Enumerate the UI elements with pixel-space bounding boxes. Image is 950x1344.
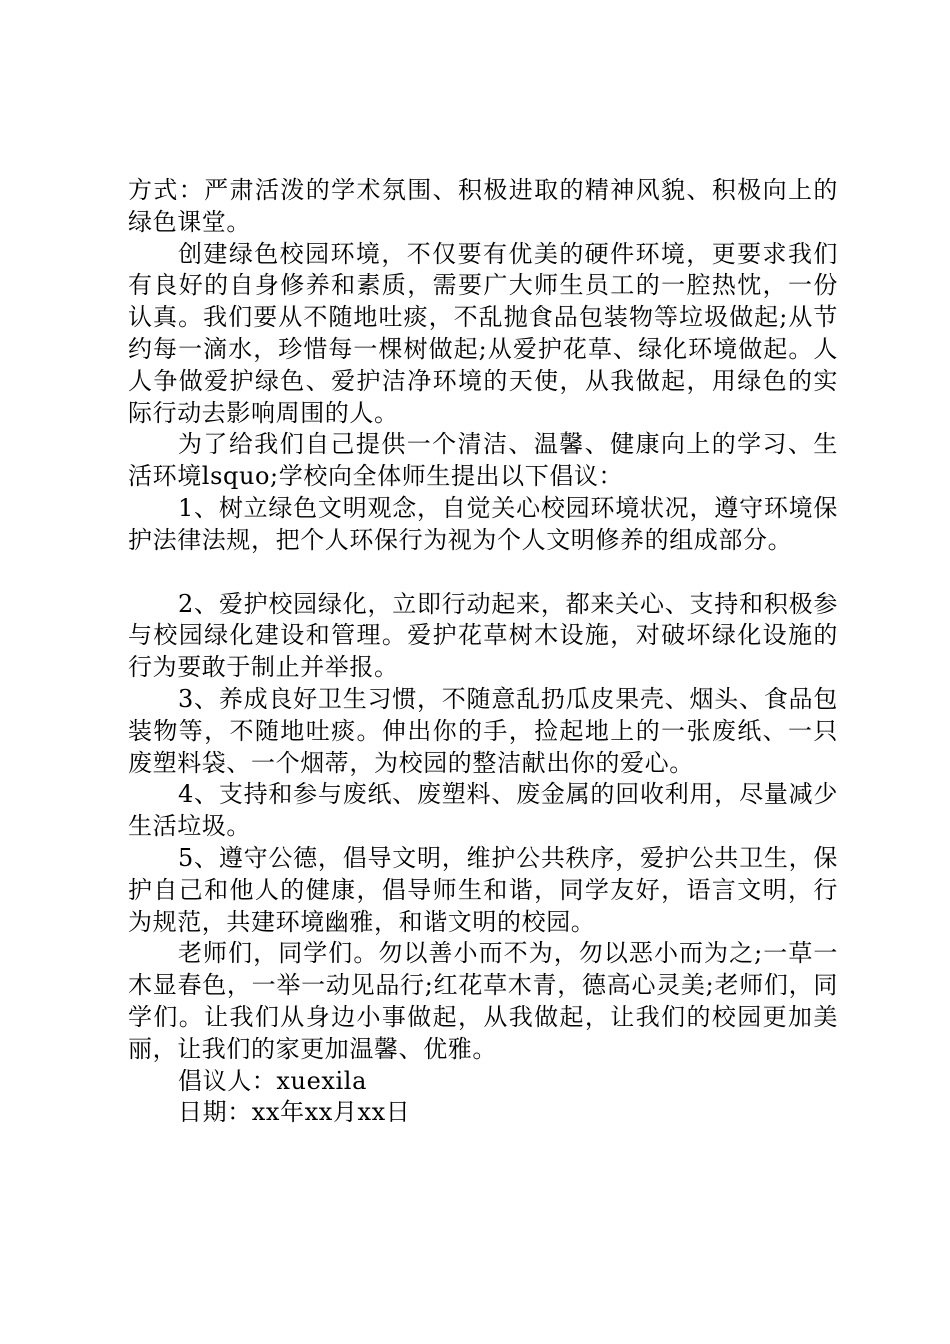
signature-date: 日期：xx年xx月xx日 — [178, 1098, 411, 1127]
paragraph-continuation: 方式：严肃活泼的学术氛围、积极进取的精神风貌、积极向上的绿色课堂。 — [128, 176, 838, 236]
paragraph-closing-appeal: 老师们，同学们。勿以善小而不为，勿以恶小而为之;一草一木显春色，一举一动见品行;红花草木青，德高心灵美;老师们，同学们。让我们从身边小事做起，从我做起，让我们的校园更加美丽，让我们的家更加温馨、优雅。 — [128, 939, 838, 1063]
proposal-item-4: 4、支持和参与废纸、废塑料、废金属的回收利用，尽量减少生活垃圾。 — [128, 780, 838, 841]
signature-proposer: 倡议人：xuexila — [178, 1066, 367, 1095]
proposal-item-1: 1、树立绿色文明观念，自觉关心校园环境状况，遵守环境保护法律法规，把个人环保行为视为个人文明修养的组成部分。 — [128, 493, 838, 554]
paragraph-green-campus: 创建绿色校园环境，不仅要有优美的硬件环境，更要求我们有良好的自身修养和素质，需要广大师生员工的一腔热忱，一份认真。我们要从不随地吐痰，不乱抛食品包装物等垃圾做起;从节约每一滴水，珍惜每一棵树做起;从爱护花草、绿化环境做起。人人争做爱护绿色、爱护洁净环境的天使，从我做起，用绿色的实际行动去影响周围的人。 — [128, 239, 838, 427]
proposal-item-3: 3、养成良好卫生习惯，不随意乱扔瓜皮果壳、烟头、食品包装物等，不随地吐痰。伸出你的手，捡起地上的一张废纸、一只废塑料袋、一个烟蒂，为校园的整洁献出你的爱心。 — [128, 684, 838, 777]
paragraph-proposal-intro: 为了给我们自己提供一个清洁、温馨、健康向上的学习、生活环境lsquo;学校向全体师生提出以下倡议： — [128, 430, 838, 491]
proposal-item-5: 5、遵守公德，倡导文明，维护公共秩序，爱护公共卫生，保护自己和他人的健康，倡导师生和谐，同学友好，语言文明，行为规范，共建环境幽雅，和谐文明的校园。 — [128, 843, 838, 936]
document-page — [128, 175, 838, 1129]
proposal-item-2: 2、爱护校园绿化，立即行动起来，都来关心、支持和积极参与校园绿化建设和管理。爱护花草树木设施，对破坏绿化设施的行为要敢于制止并举报。 — [128, 589, 838, 682]
